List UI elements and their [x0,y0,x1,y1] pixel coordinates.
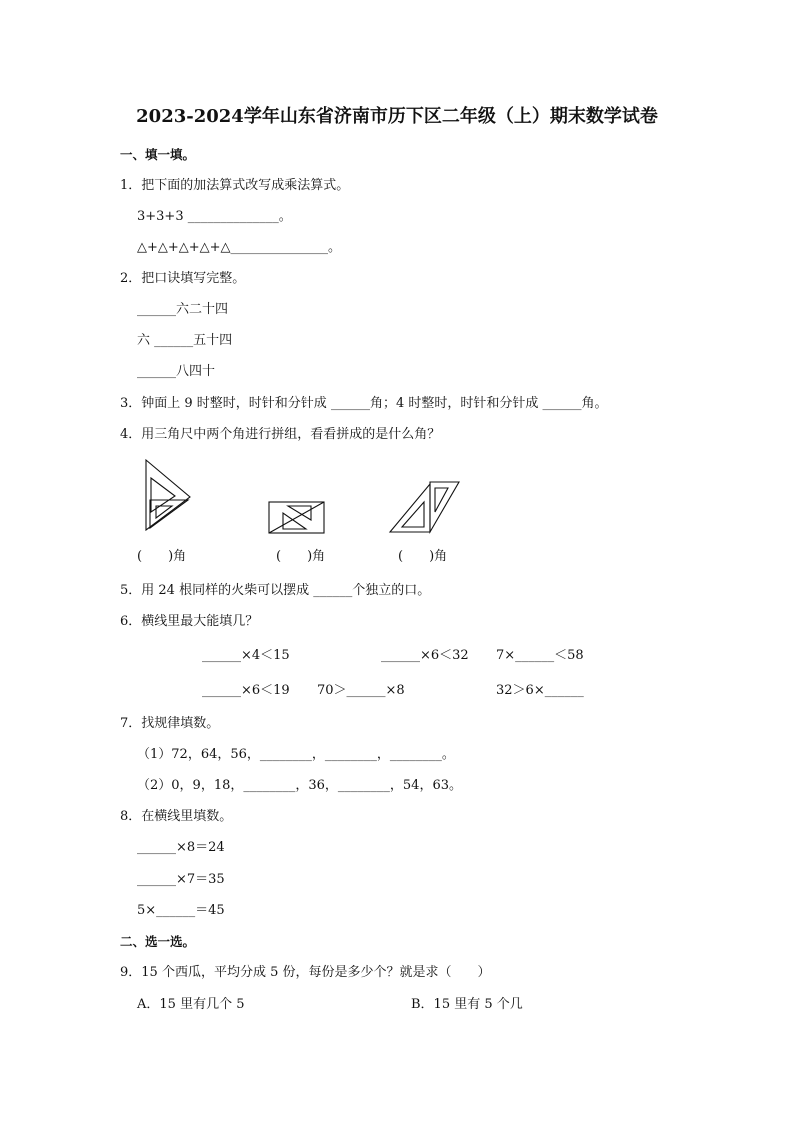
question-1-stem: 1．把下面的加法算式改写成乘法算式。 [120,178,350,193]
question-2-line-3: ______八四十 [137,364,216,379]
question-5-stem: 5．用 24 根同样的火柴可以摆成 ______个独立的口。 [120,583,431,598]
question-9-option-b[interactable]: B．15 里有 5 个几 [411,997,523,1012]
question-8-stem: 8．在横线里填数。 [120,809,233,824]
page-title: 2023-2024学年山东省济南市历下区二年级（上）期末数学试卷 [136,106,658,127]
set-square-figure-2 [266,498,328,536]
question-9-stem: 9．15 个西瓜，平均分成 5 份，每份是多少个？就是求（ ） [120,965,491,980]
question-1-line-1: 3+3+3 ______________。 [137,209,292,224]
question-3-stem: 3．钟面上 9 时整时，时针和分针成 ______角；4 时整时，时针和分针成 ______角。 [120,396,608,411]
question-4-answer-1: ( )角 [137,549,187,564]
question-8-line-2: ______×7＝35 [137,872,225,887]
question-6-row-2-item-2: 70＞______×8 [317,683,405,698]
set-square-figure-3 [386,478,462,536]
section-heading-choose: 二、选一选。 [120,934,196,949]
question-8-line-1: ______×8＝24 [137,840,225,855]
question-1-line-2: △+△+△+△+△_______________。 [137,240,342,255]
question-6-row-2-item-3: 32＞6×______ [496,683,584,698]
question-6-row-1-item-2: ______×6＜32 [381,648,469,663]
question-6-row-1-item-1: ______×4＜15 [202,648,290,663]
question-4-answer-3: ( )角 [398,549,448,564]
question-7-line-1: （1）72，64，56，________，________，________。 [137,747,455,762]
question-2-line-1: ______六二十四 [137,302,229,317]
set-square-figure-1 [136,458,196,532]
question-9-option-a[interactable]: A．15 里有几个 5 [137,997,245,1012]
section-heading-fill: 一、填一填。 [120,147,196,162]
question-6-stem: 6．横线里最大能填几？ [120,614,259,629]
question-4-stem: 4．用三角尺中两个角进行拼组，看看拼成的是什么角？ [120,427,441,442]
question-7-stem: 7．找规律填数。 [120,716,220,731]
question-2-stem: 2．把口诀填写完整。 [120,271,246,286]
question-6-row-1-item-3: 7×______＜58 [496,648,584,663]
question-7-line-2: （2）0，9，18，________，36，________，54，63。 [137,778,462,793]
question-4-answer-2: ( )角 [276,549,326,564]
question-2-line-2: 六 ______五十四 [137,333,233,348]
question-8-line-3: 5×______＝45 [137,903,225,918]
question-6-row-2-item-1: ______×6＜19 [202,683,290,698]
